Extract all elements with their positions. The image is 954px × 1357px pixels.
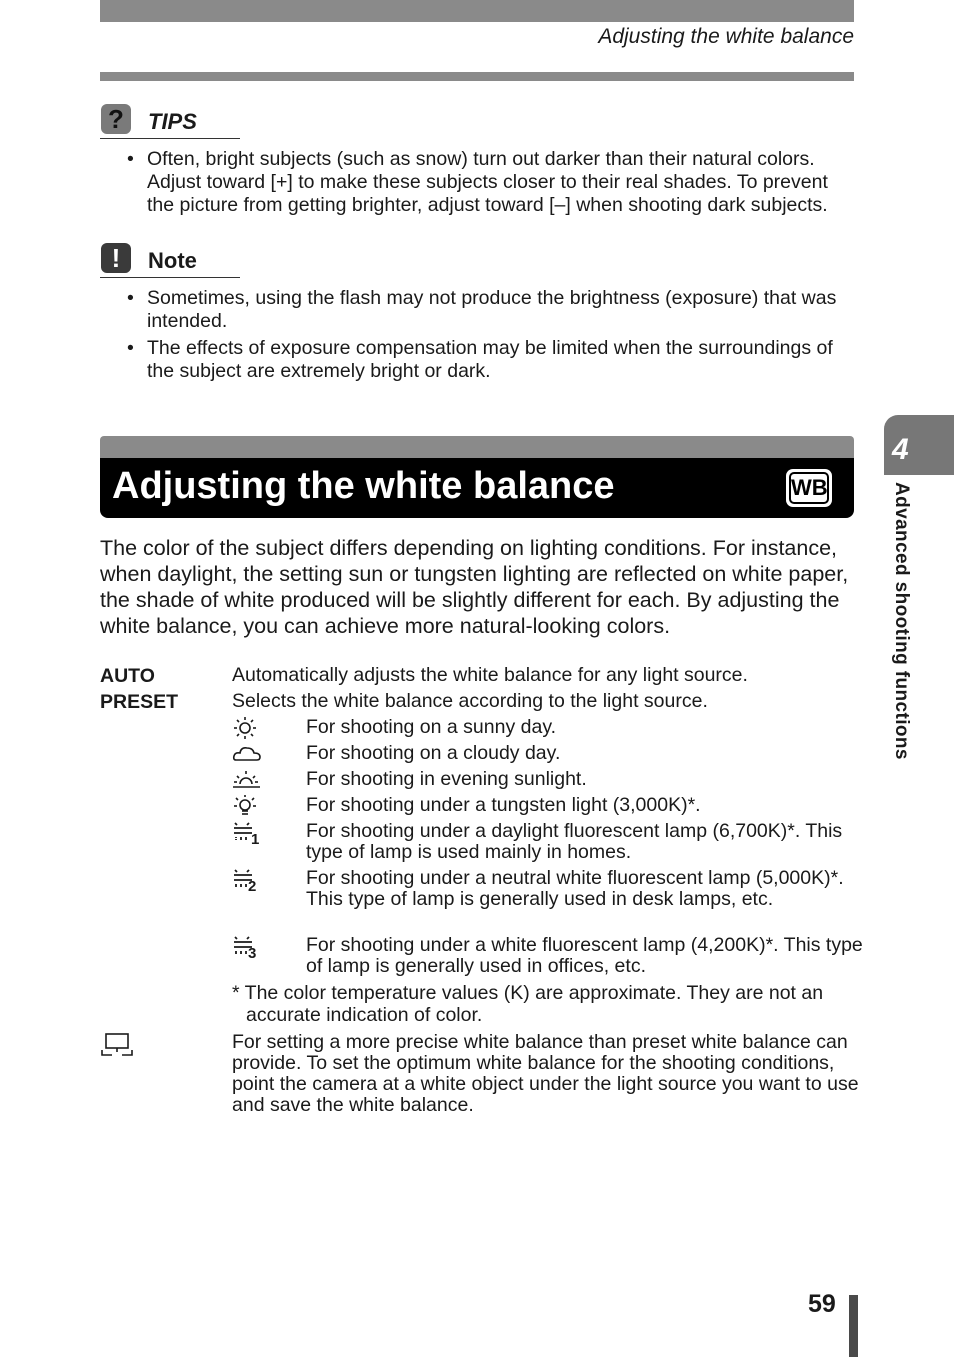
preset-item-fluorescent-1: For shooting under a daylight fluorescent lamp (6,700K)*. This type of lamp is used mainly in homes. bbox=[306, 820, 843, 863]
sunset-icon bbox=[232, 768, 262, 792]
wb-badge-icon bbox=[786, 469, 832, 507]
chapter-label-text: Advanced shooting functions bbox=[891, 482, 912, 760]
page-number: 59 bbox=[808, 1290, 836, 1318]
list-item: • The effects of exposure compensation may be limited when the surroundings of the subject are extremely bright or dark. bbox=[100, 337, 860, 383]
fluorescent-2-number: 2 bbox=[248, 878, 257, 892]
preset-description: Selects the white balance according to the light source. bbox=[232, 690, 708, 712]
note-list bbox=[100, 287, 860, 387]
preset-item-fluorescent-3: For shooting under a white fluorescent lamp (4,200K)*. This type of lamp is generally used in offices, etc. bbox=[306, 934, 863, 977]
preset-label: PRESET bbox=[100, 691, 179, 713]
exclamation-icon: ! bbox=[101, 243, 131, 273]
page-bar bbox=[849, 1295, 858, 1357]
list-item: • Sometimes, using the flash may not produce the brightness (exposure) that was intended. bbox=[100, 287, 860, 333]
preset-item-sunset: For shooting in evening sunlight. bbox=[306, 768, 587, 790]
note-title: Note bbox=[148, 248, 197, 273]
fluorescent-2-icon bbox=[232, 868, 262, 892]
section-header-bar bbox=[100, 436, 854, 458]
auto-label: AUTO bbox=[100, 665, 155, 687]
preset-item-cloudy: For shooting on a cloudy day. bbox=[306, 742, 561, 764]
section-header bbox=[100, 458, 854, 518]
tips-title: TIPS bbox=[148, 109, 197, 134]
cloudy-icon bbox=[232, 742, 262, 766]
note-heading bbox=[100, 243, 240, 278]
preset-item-sunny: For shooting on a sunny day. bbox=[306, 716, 557, 738]
fluorescent-3-number: 3 bbox=[248, 945, 257, 959]
preset-item-tungsten: For shooting under a tungsten light (3,000K)*. bbox=[306, 794, 701, 816]
one-touch-wb-icon bbox=[100, 1032, 136, 1058]
tips-heading bbox=[100, 104, 240, 139]
fluorescent-1-number: 1 bbox=[251, 831, 260, 845]
header-bar bbox=[100, 0, 854, 22]
intro-paragraph: The color of the subject differs depending on lighting conditions. For instance, when daylight, the setting sun or tungsten lighting are reflected on white paper, the shade of white produced will be slightly different for each. By adjusting the white balance, you can achieve more natural-looking colors. bbox=[100, 536, 849, 638]
list-item: • Often, bright subjects (such as snow) turn out darker than their natural colors. Adjust toward [+] to make these subjects closer to their real shades. To prevent the picture from getting brighter, adjust toward [–] when shooting dark subjects. bbox=[100, 148, 860, 217]
section-title: Adjusting the white balance bbox=[112, 465, 615, 507]
fluorescent-1-icon bbox=[232, 821, 262, 845]
running-header: Adjusting the white balance bbox=[598, 25, 854, 48]
tips-list bbox=[100, 148, 860, 221]
wb-badge-label: WB bbox=[789, 472, 829, 504]
chapter-label bbox=[882, 482, 918, 812]
sunny-icon bbox=[232, 716, 262, 740]
chapter-number: 4 bbox=[892, 433, 909, 466]
header-rule bbox=[100, 72, 854, 81]
question-icon: ? bbox=[101, 104, 131, 134]
auto-description: Automatically adjusts the white balance for any light source. bbox=[232, 664, 748, 686]
tungsten-icon bbox=[232, 794, 262, 818]
one-touch-description: For setting a more precise white balance than preset white balance can provide. To set the optimum white balance for the shooting conditions, point the camera at a white object under the light source you want to use and save the white balance. bbox=[232, 1031, 859, 1116]
fluorescent-3-icon bbox=[232, 935, 262, 959]
preset-item-fluorescent-2: For shooting under a neutral white fluorescent lamp (5,000K)*. This type of lamp is generally used in desk lamps, etc. bbox=[306, 867, 844, 910]
preset-footnote: * The color temperature values (K) are approximate. They are not an accurate indication of color. bbox=[232, 982, 824, 1026]
